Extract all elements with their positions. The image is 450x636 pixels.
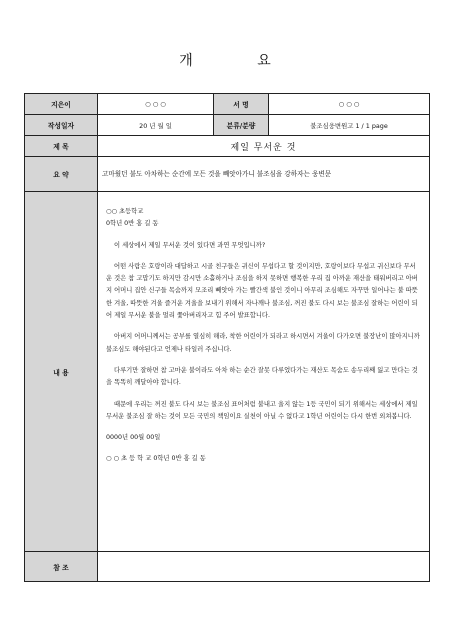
author-label: 지은이 xyxy=(25,94,98,115)
content-school: ○○ 초등학교 xyxy=(106,208,144,215)
category-value: 불조심웅변원고 1 / 1 page xyxy=(269,115,430,136)
signature-value: ○ ○ ○ xyxy=(269,94,430,115)
content-label: 내 용 xyxy=(25,192,98,552)
content-paragraph-2: 아버지 어머니께서는 공부를 열심히 해라, 착한 어린이가 되라고 하시면서 겨울이 다가오면 불장난이 많아지니까 불조심도 해야된다고 언제나 타일러 주십니다. xyxy=(106,333,420,353)
content-body xyxy=(98,192,430,552)
reference-label: 참 조 xyxy=(25,552,98,582)
content-paragraph-3: 다루기만 잘하면 참 고마운 불이라도 아차 하는 순간 잘못 다루었다가는 재산도 목숨도 송두리째 잃고 만다는 것을 똑똑히 깨달아야 합니다. xyxy=(106,366,418,387)
author-value: ○ ○ ○ xyxy=(98,94,214,115)
signature-label: 서 명 xyxy=(214,94,269,115)
summary-value: 고마웠던 불도 아차하는 순간에 모든 것을 빼앗아가니 불조심을 강하자는 웅변문 xyxy=(98,157,430,192)
content-paragraph-1: 어떤 사람은 호랑이라 대답하고 시골 친구들은 귀신이 무섭다고 할 것이지만, 호랑이보다 무섭고 귀신보다 무서운 것은 참 고맙기도 하지만 감시만 소홀하거나 조심을 하지 못하면 행복한 우리 집 아까운 재산을 태워버리고 아버지 어머니 집안 신구들 목숨까지 모조리 빼앗아 가는 빨간색 불인 것이니 아무리 조심해도 자꾸만 일어나는 불 따뜻한 겨울, 따뜻한 겨울 즐거운 겨울을 보내기 위해서 자나깨나 불조심, 꺼진 불도 다시 보는 불조심 잘하는 어린이 되어 제일 무서운 불을 멀리 쫓아버리자고 힘 주어 발표합니다. xyxy=(106,262,418,320)
summary-table xyxy=(24,93,430,582)
content-class: 0학년 0반 홍 길 동 xyxy=(106,220,159,228)
document-title: 개 요 xyxy=(179,53,301,69)
summary-label: 요 약 xyxy=(25,157,98,192)
content-paragraph-4: 때문에 우리는 꺼진 불도 다시 보는 불조심 표어처럼 불내고 울지 않는 1등 국민이 되기 위해서는 세상에서 제일 무서운 불조심 잘 하는 것이 모든 국민의 책임이요 실천이 아닐 수 없다고 1학년 어린이는 다시 한번 외쳐봅니다. xyxy=(106,400,418,420)
category-label: 분류/분량 xyxy=(214,115,269,136)
date-label: 작성일자 xyxy=(25,115,98,136)
subject-label: 제 목 xyxy=(25,136,98,157)
subject-value: 제일 무서운 것 xyxy=(98,136,430,157)
content-intro: 이 세상에서 제일 무서운 것이 있다면 과연 무엇입니까? xyxy=(114,241,266,249)
content-closing: ○ ○ 초 등 학 교 0학년 0반 홍 길 동 xyxy=(106,455,206,463)
date-value: 20 년 월 일 xyxy=(98,115,214,136)
content-date: 0000년 00월 00일 xyxy=(106,434,161,442)
reference-value xyxy=(98,552,430,582)
